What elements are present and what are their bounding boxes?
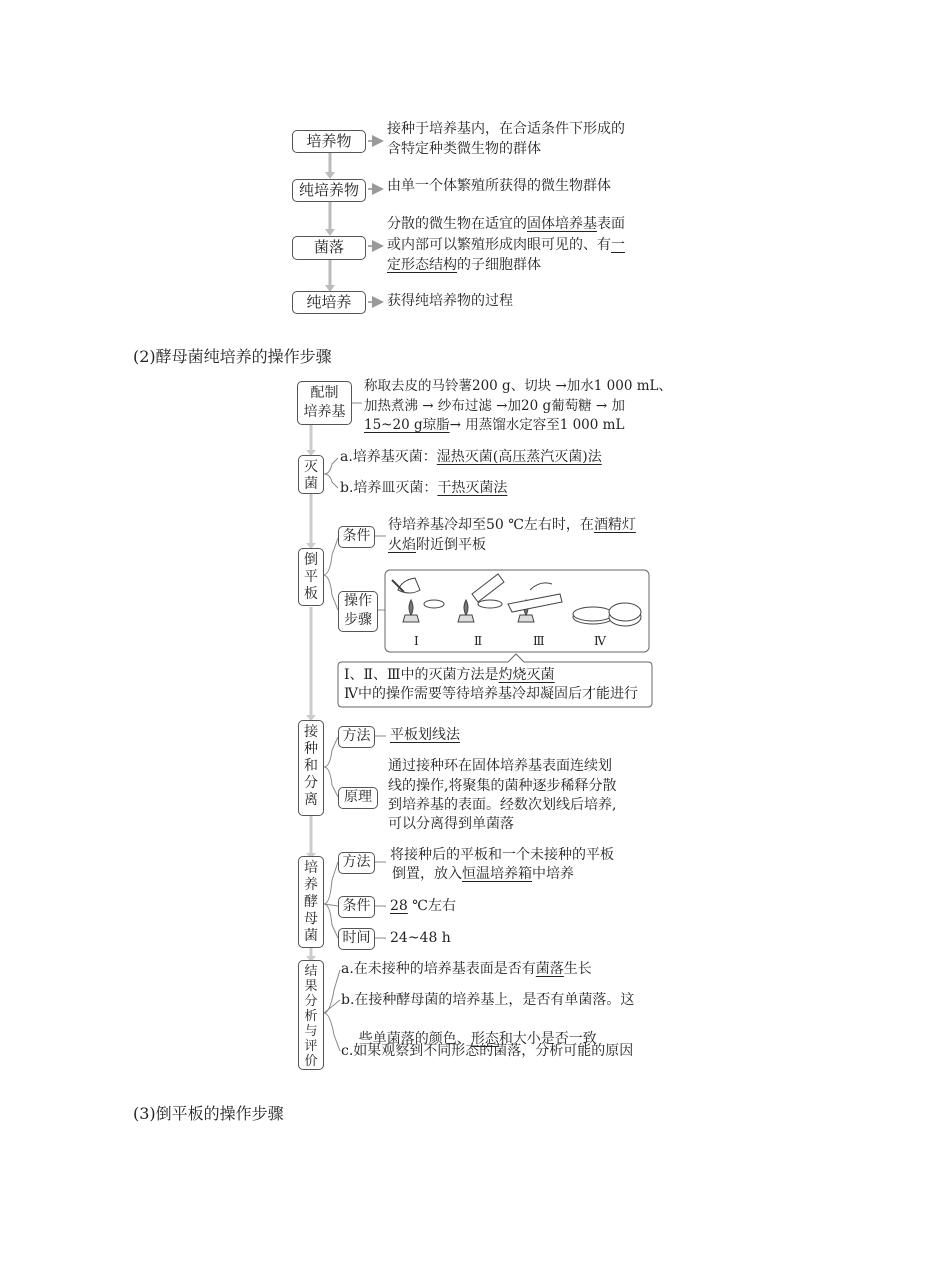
step-label-char: 与 bbox=[304, 1024, 318, 1039]
text-run: 或内部可以繁殖形成肉眼可见的、有 bbox=[387, 237, 611, 253]
step-label-line: 培养基 bbox=[303, 404, 346, 420]
text-run: 倒置，放入 bbox=[392, 866, 462, 882]
inoculate-method bbox=[390, 726, 460, 745]
step-label-char: 养 bbox=[304, 877, 318, 893]
concept-box-colony: 菌落 bbox=[292, 236, 366, 260]
step-label-char: 接 bbox=[304, 724, 318, 740]
step-label-char: 培 bbox=[304, 860, 318, 876]
step-label-line: 配制 bbox=[310, 385, 339, 401]
text-run: 待培养基冷却至50 ℃左右时，在 bbox=[388, 517, 594, 533]
step-label-char: 析 bbox=[304, 1009, 318, 1024]
underlined-term: 15~20 g琼脂 bbox=[364, 417, 450, 433]
step-label-char: 母 bbox=[304, 911, 318, 927]
result-b-1: b.在接种酵母菌的培养基上，是否有单菌落。这 bbox=[341, 992, 635, 1008]
step-label-char: 倒 bbox=[304, 552, 318, 568]
underlined-term: 一 bbox=[611, 237, 625, 253]
sub-box-principle: 原理 bbox=[338, 787, 378, 809]
text-run: ℃左右 bbox=[407, 898, 456, 914]
underlined-term: 固体培养基 bbox=[527, 216, 597, 232]
step-label-char: 菌 bbox=[304, 928, 318, 944]
text-run: 中培养 bbox=[532, 866, 574, 882]
step-box-pour-plate bbox=[298, 548, 324, 606]
roman-label-2: Ⅱ bbox=[474, 634, 483, 648]
pour-condition-1 bbox=[388, 516, 636, 535]
prep-line-1: 称取去皮的马铃薯200 g、切块 →加水1 000 mL、 bbox=[364, 378, 673, 394]
sub-box-condition: 条件 bbox=[338, 526, 375, 548]
roman-label-3: Ⅲ bbox=[533, 634, 545, 648]
step-label-char: 评 bbox=[304, 1039, 318, 1054]
step-label-char: 和 bbox=[304, 758, 318, 774]
sub-box-condition: 条件 bbox=[338, 896, 375, 918]
underlined-term: 干热灭菌法 bbox=[437, 480, 508, 496]
step-label-char: 种 bbox=[304, 741, 318, 757]
sub-box-method: 方法 bbox=[338, 852, 375, 874]
concept-desc-culture-2: 含特定种类微生物的群体 bbox=[387, 141, 541, 157]
text-run: → 用蒸馏水定容至1 000 mL bbox=[449, 417, 625, 433]
concept-desc-pure-culture: 获得纯培养物的过程 bbox=[387, 293, 513, 309]
alcohol-lamp-icon bbox=[458, 574, 504, 622]
concept-box-culture: 培养物 bbox=[292, 130, 366, 153]
underlined-term: 恒温培养箱 bbox=[462, 866, 532, 882]
culture-method-2 bbox=[392, 865, 574, 884]
concept-desc-pure-culture-product: 由单一个体繁殖所获得的微生物群体 bbox=[387, 178, 611, 194]
concept-desc-culture-1: 接种于培养基内，在合适条件下形成的 bbox=[387, 121, 625, 137]
culture-condition bbox=[390, 897, 456, 916]
step-label-char: 分 bbox=[304, 775, 318, 791]
text-run: Ⅰ、Ⅱ、Ⅲ中的灭菌方法是 bbox=[344, 667, 499, 683]
result-c: c.如果观察到不同形态的菌落，分析可能的原因 bbox=[341, 1043, 634, 1059]
text-run: a.培养基灭菌： bbox=[340, 449, 437, 465]
step-label-char: 果 bbox=[304, 979, 318, 994]
concept-box-pure-culture-product: 纯培养物 bbox=[292, 179, 366, 202]
step-box-culture-yeast bbox=[298, 856, 324, 948]
underlined-term: 酒精灯 bbox=[593, 517, 636, 533]
culture-method-1: 将接种后的平板和一个未接种的平板 bbox=[390, 847, 614, 863]
underlined-term: 28 bbox=[390, 898, 408, 914]
inoculate-principle-4: 可以分离得到单菌落 bbox=[388, 816, 514, 832]
text-run: b.培养皿灭菌： bbox=[340, 480, 438, 496]
roman-label-4: Ⅳ bbox=[594, 634, 606, 648]
alcohol-lamp-icon bbox=[508, 583, 562, 622]
text-run: 分散的微生物在适宜的 bbox=[387, 216, 527, 232]
underlined-term: 平板划线法 bbox=[390, 727, 460, 743]
sub-box-time: 时间 bbox=[338, 928, 375, 950]
section-heading-3: (3)倒平板的操作步骤 bbox=[133, 1104, 284, 1123]
prep-line-2: 加热煮沸 → 纱布过滤 →加20 g葡萄糖 → 加 bbox=[364, 398, 626, 414]
step-box-prepare-medium bbox=[297, 381, 352, 425]
text-run: 的子细胞群体 bbox=[457, 257, 541, 273]
underlined-term: 定形态结构 bbox=[387, 257, 457, 273]
inoculate-principle-3: 到培养基的表面。经数次划线后培养, bbox=[388, 797, 617, 813]
step-label-char: 灭 bbox=[304, 459, 318, 475]
text-run: 生长 bbox=[563, 961, 592, 977]
step-box-sterilize bbox=[298, 455, 324, 494]
step-box-result-analysis bbox=[298, 960, 324, 1070]
step-label-char: 离 bbox=[304, 792, 318, 808]
text-run: 和大小是否一致 bbox=[498, 1031, 597, 1047]
concept-desc-colony-1 bbox=[387, 215, 625, 234]
sub-box-operation-steps bbox=[338, 591, 378, 632]
step-label-char: 结 bbox=[304, 964, 318, 979]
result-a bbox=[341, 960, 592, 979]
section-heading-2: (2)酵母菌纯培养的操作步骤 bbox=[133, 347, 332, 366]
sub-label-line: 步骤 bbox=[344, 612, 372, 628]
inoculate-principle-1: 通过接种环在固体培养基表面连续划 bbox=[388, 758, 612, 774]
step-label-char: 菌 bbox=[304, 476, 318, 492]
roman-label-1: Ⅰ bbox=[414, 634, 419, 648]
text-run: a.在未接种的培养基表面是否有 bbox=[341, 961, 536, 977]
step-box-inoculate bbox=[298, 720, 324, 816]
pour-condition-2 bbox=[388, 536, 486, 555]
text-run: 表面 bbox=[597, 216, 625, 232]
inoculate-principle-2: 线的操作,将聚集的菌种逐步稀释分散 bbox=[388, 778, 617, 794]
concept-desc-colony-2 bbox=[387, 236, 625, 255]
sub-label-line: 操作 bbox=[344, 593, 372, 609]
underlined-term: 形态 bbox=[470, 1031, 499, 1047]
underlined-term: 菌落 bbox=[535, 961, 564, 977]
underlined-term: 湿热灭菌(高压蒸汽灭菌)法 bbox=[436, 449, 602, 465]
petri-dish-icon bbox=[573, 603, 641, 626]
text-run: 附近倒平板 bbox=[416, 537, 486, 553]
sterilize-a bbox=[340, 448, 602, 467]
step-label-char: 板 bbox=[304, 586, 318, 602]
underlined-term: 火焰 bbox=[388, 537, 416, 553]
step-label-char: 价 bbox=[304, 1054, 318, 1069]
step-label-char: 分 bbox=[304, 994, 318, 1009]
sterilize-b bbox=[340, 479, 507, 498]
concept-box-pure-culture: 纯培养 bbox=[292, 291, 366, 314]
culture-time: 24~48 h bbox=[390, 930, 451, 946]
step-label-char: 平 bbox=[304, 569, 318, 585]
concept-desc-colony-3 bbox=[387, 256, 541, 275]
underlined-term: 灼烧灭菌 bbox=[498, 667, 555, 683]
alcohol-lamp-icon bbox=[392, 578, 444, 622]
pour-note-1 bbox=[344, 666, 555, 685]
pour-note-2: Ⅳ中的操作需要等待培养基冷却凝固后才能进行 bbox=[344, 686, 638, 702]
prep-line-3 bbox=[364, 416, 624, 435]
text-run: 些单菌落的颜色、 bbox=[349, 1031, 471, 1047]
step-label-char: 酵 bbox=[304, 894, 318, 910]
sub-box-method: 方法 bbox=[338, 726, 375, 748]
